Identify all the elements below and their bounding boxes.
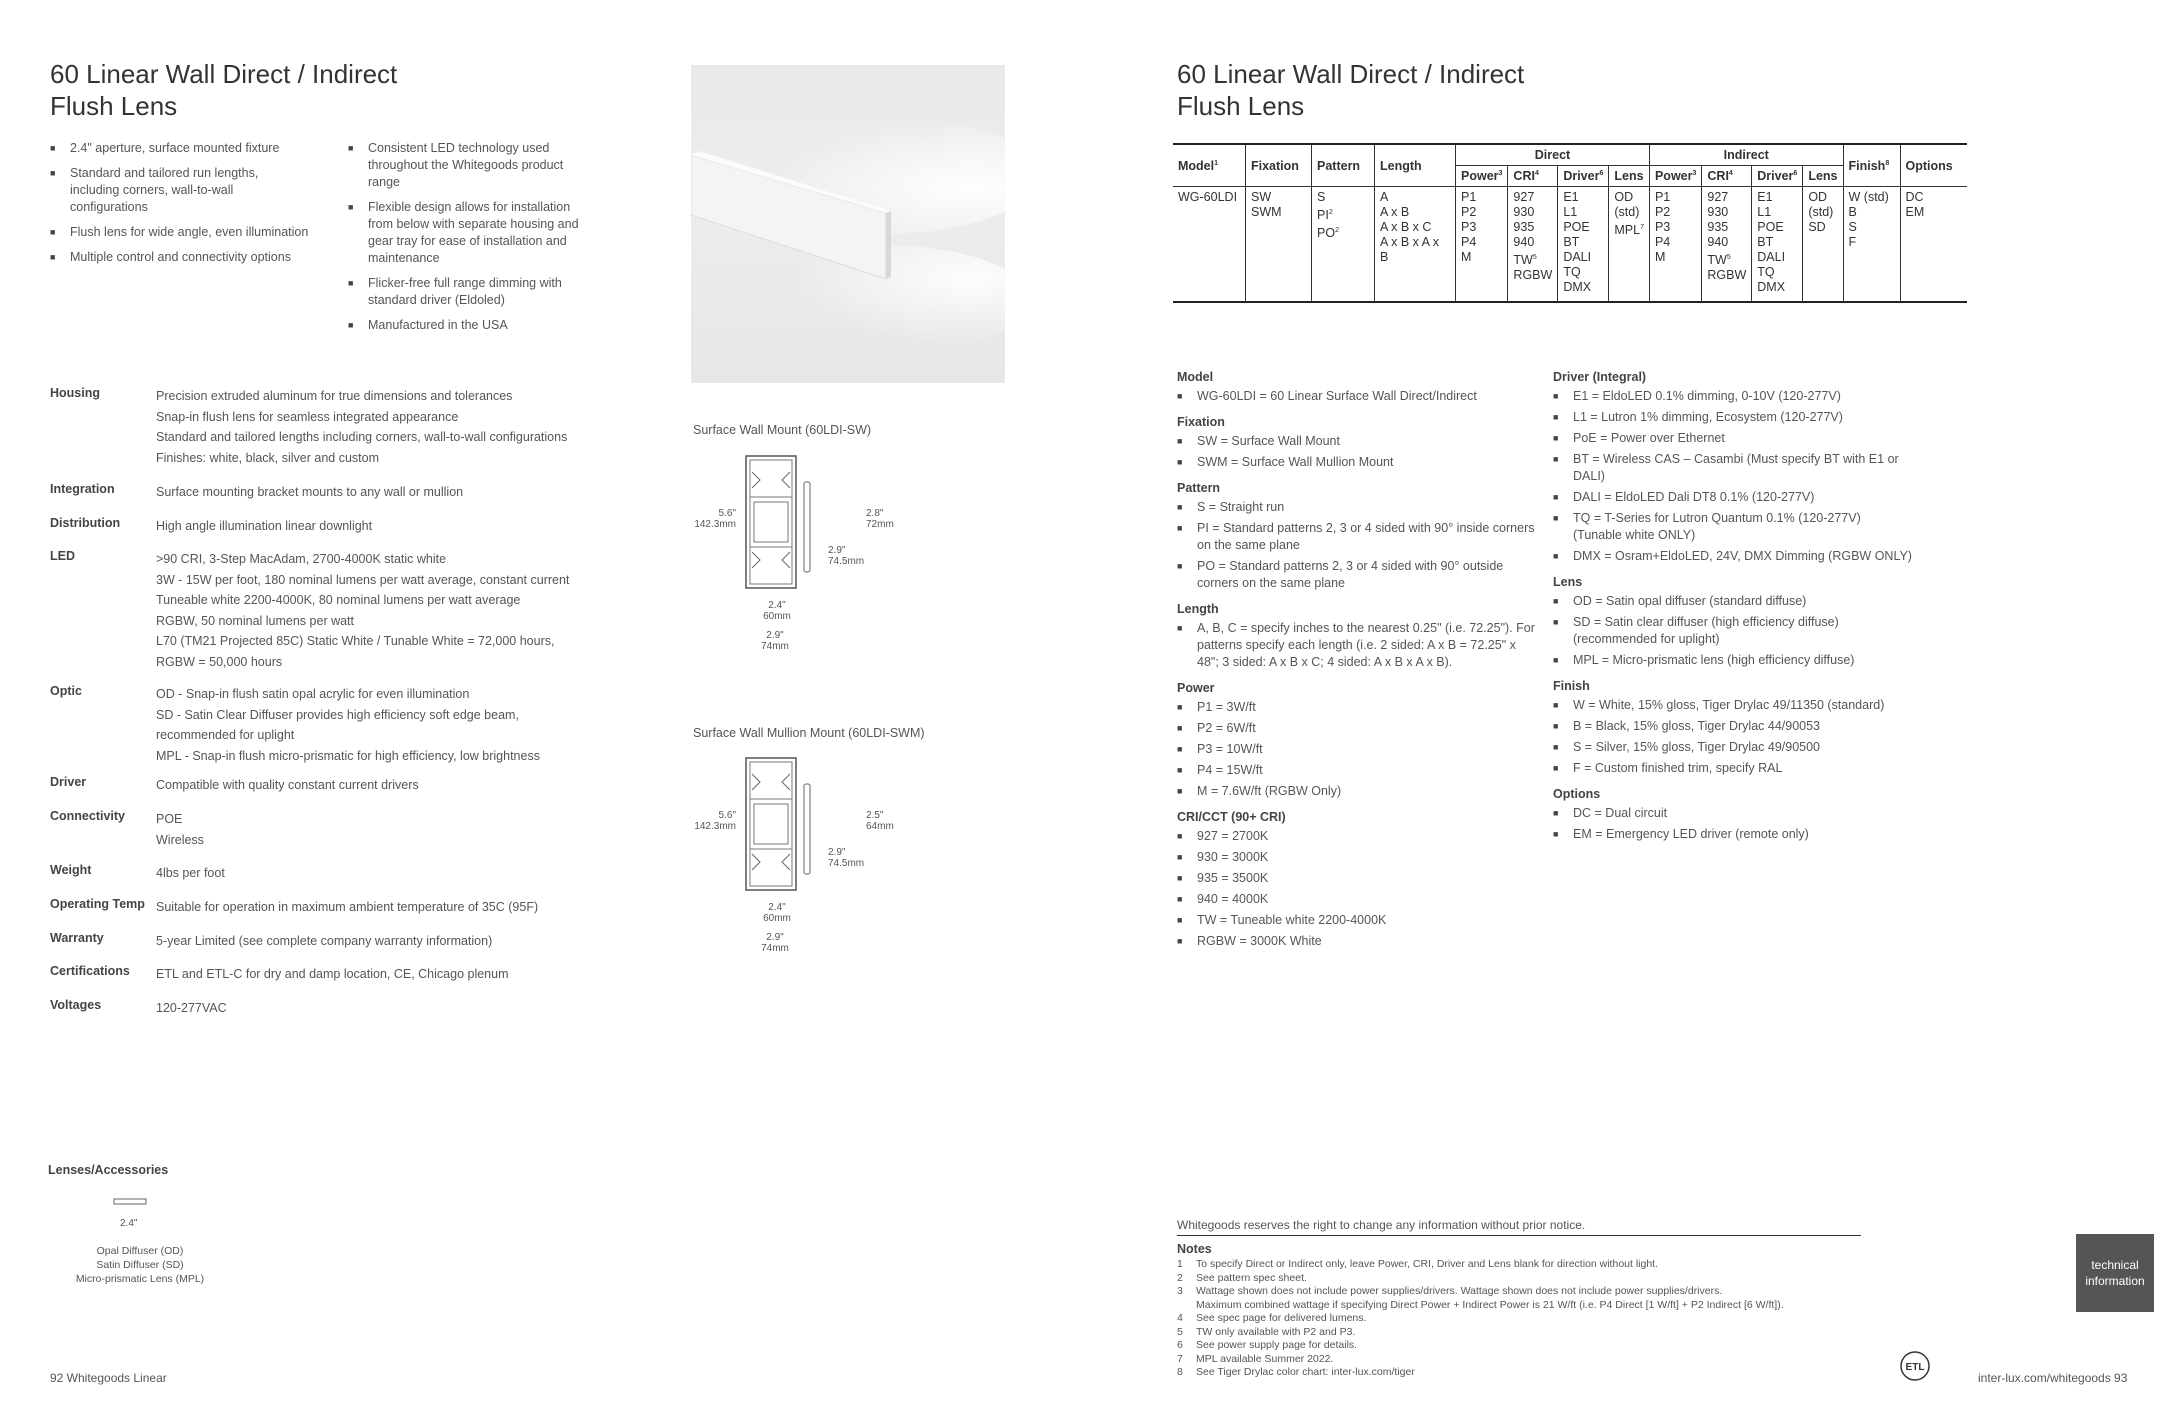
spec-label: Optic (50, 684, 82, 698)
spec-label: Voltages (50, 998, 102, 1012)
feature-item: ■ Manufactured in the USA (348, 317, 598, 334)
option-item: ■ TW = Tuneable white 2200-4000K (1177, 912, 1537, 929)
accessory-od: Opal Diffuser (OD) (96, 1245, 184, 1257)
table-cell-idriver: E1 L1 POE BT DALI TQ DMX (1752, 187, 1803, 303)
option-item: ■ EM = Emergency LED driver (remote only) (1553, 826, 1913, 843)
spec-value: Surface mounting bracket mounts to any wall or mullion (156, 485, 464, 499)
diagram-caption-sw: Surface Wall Mount (60LDI-SW) (693, 423, 872, 437)
option-item: ■ 927 = 2700K (1177, 828, 1537, 845)
diagram-caption-swm: Surface Wall Mullion Mount (60LDI-SWM) (693, 726, 925, 740)
table-cell-ipower: P1 P2 P3 P4 M (1649, 187, 1701, 303)
options-column-left (1177, 360, 1537, 954)
option-item: ■ P2 = 6W/ft (1177, 720, 1537, 737)
spec-label: Housing (50, 386, 100, 400)
dim-w1-swm: 2.4" 60mm (763, 902, 791, 924)
accessory-list (60, 1244, 220, 1286)
dim-r1-sw: 2.8" 72mm (866, 508, 894, 530)
title-line-1-right: 60 Linear Wall Direct / Indirect (1177, 59, 1525, 89)
th-idriver: Driver$^6$ (1752, 166, 1803, 187)
option-item: ■ P1 = 3W/ft (1177, 699, 1537, 716)
spec-label: Warranty (50, 931, 104, 945)
option-item: ■ SW = Surface Wall Mount (1177, 433, 1537, 450)
spec-value: Precision extruded aluminum for true dimensions and tolerances Snap-in flush lens for seamless integrated appearance Standard and tailored lengths including corners, wall-to-wall configurations Finishes: white, black, silver and custom (156, 389, 568, 465)
table-cell-model: WG-60LDI (1178, 190, 1238, 204)
svg-text:ETL: ETL (1905, 1362, 1925, 1373)
option-item: ■ DMX = Osram+EldoLED, 24V, DMX Dimming (RGBW ONLY) (1553, 548, 1913, 565)
th-ilens: Lens (1803, 166, 1843, 187)
section-title: Pattern (1177, 481, 1221, 495)
spec-label: Connectivity (50, 809, 126, 823)
spec-value: 120-277VAC (156, 1001, 227, 1015)
note-item: 4 See spec page for delivered lumens. (1177, 1312, 1367, 1324)
feature-item: ■ 2.4" aperture, surface mounted fixture (50, 140, 310, 157)
th-cri: CRI$^4$ (1508, 166, 1558, 187)
spec-value: >90 CRI, 3-Step MacAdam, 2700-4000K static white 3W - 15W per foot, 180 nominal lumens per watt average, constant current Tuneable white 2200-4000K, 80 nominal lumens per watt average RGBW, 50 nominal lumens per watt L70 (TM21 Projected 85C) Static White / Tunable White = 72,000 hours, RGBW = 50,000 hours (156, 552, 570, 669)
option-item: ■ W = White, 15% gloss, Tiger Drylac 49/11350 (standard) (1553, 697, 1913, 714)
fixture-illustration (691, 65, 1005, 383)
option-item: ■ PI = Standard patterns 2, 3 or 4 sided with 90° inside corners on the same plane (1177, 520, 1537, 554)
option-item: ■ P4 = 15W/ft (1177, 762, 1537, 779)
spec-value: POE Wireless (156, 812, 204, 847)
option-item: ■ PO = Standard patterns 2, 3 or 4 sided with 90° outside corners on the same plane (1177, 558, 1537, 592)
th-indirect: Indirect (1649, 144, 1843, 166)
table-cell-pattern: S $PI^2$ $PO^2$ (1312, 187, 1375, 303)
note-item: 3 Wattage shown does not include power supplies/drivers. Wattage shown does not include power supplies/drivers. (1177, 1285, 1723, 1297)
option-item: ■ 930 = 3000K (1177, 849, 1537, 866)
option-item: ■ S = Straight run (1177, 499, 1537, 516)
dim-height-sw: 5.6" 142.3mm (694, 508, 736, 530)
feature-item: ■ Flush lens for wide angle, even illumination (50, 224, 310, 241)
section-title: Finish (1553, 679, 1590, 693)
option-item: ■ S = Silver, 15% gloss, Tiger Drylac 49/90500 (1553, 739, 1913, 756)
th-direct: Direct (1456, 144, 1650, 166)
th-model: Model$^1$ (1173, 144, 1246, 187)
option-item: ■ MPL = Micro-prismatic lens (high efficiency diffuse) (1553, 652, 1913, 669)
note-item: 7 MPL available Summer 2022. (1177, 1352, 1334, 1365)
option-item: ■ E1 = EldoLED 0.1% dimming, 0-10V (120-277V) (1553, 388, 1913, 405)
table-cell-options: DC EM (1900, 187, 1967, 303)
dim-w2-sw: 2.9" 74mm (761, 630, 789, 652)
section-title: CRI/CCT (90+ CRI) (1177, 810, 1286, 824)
spec-label: Driver (50, 775, 87, 789)
dim-height-swm: 5.6" 142.3mm (694, 810, 736, 832)
feature-item: ■ Standard and tailored run lengths, including corners, wall-to-wall configurations (50, 165, 310, 216)
spec-label: Certifications (50, 964, 130, 978)
spec-label: Distribution (50, 516, 121, 530)
feature-item: ■ Flicker-free full range dimming with standard driver (Eldoled) (348, 275, 598, 309)
spec-label: Operating Temp (50, 897, 145, 911)
option-item: ■ PoE = Power over Ethernet (1553, 430, 1913, 447)
section-title: Options (1553, 787, 1601, 801)
accessory-mpl: Micro-prismatic Lens (MPL) (75, 1273, 205, 1285)
profile-drawing-sw (742, 452, 822, 592)
option-item: ■ A, B, C = specify inches to the nearest 0.25" (i.e. 72.25"). For patterns specify each length (i.e. 2 sided: A x B = 72.25" x 48"; 3 sided: A x B x C; 4 sided: A x B x A x B). (1177, 620, 1537, 671)
spec-label: LED (50, 549, 75, 563)
section-title: Fixation (1177, 415, 1225, 429)
note-item: 5 TW only available with P2 and P3. (1177, 1325, 1356, 1338)
section-title: Length (1177, 602, 1219, 616)
th-driver: Driver$^6$ (1558, 166, 1609, 187)
option-item: ■ B = Black, 15% gloss, Tiger Drylac 44/90053 (1553, 718, 1913, 735)
features-list-1 (50, 140, 310, 274)
th-power: Power$^3$ (1456, 166, 1508, 187)
feature-item: ■ Consistent LED technology used throughout the Whitegoods product range (348, 140, 598, 191)
note-item: Maximum combined wattage if specifying Direct Power + Indirect Power is 21 W/ft (i.e. P4 Direct [1 W/ft] + P2 Indirect [6 W/ft]). (1196, 1298, 1784, 1311)
option-item: ■ SWM = Surface Wall Mullion Mount (1177, 454, 1537, 471)
page-title-right (1177, 58, 1524, 122)
option-item: ■ BT = Wireless CAS – Casambi (Must specify BT with E1 or DALI) (1553, 451, 1913, 485)
option-item: ■ 940 = 4000K (1177, 891, 1537, 908)
accessories-title: Lenses/Accessories (48, 1163, 169, 1177)
section-title: Driver (Integral) (1553, 370, 1647, 384)
th-pattern: Pattern (1312, 144, 1375, 187)
lens-profile-icon (112, 1196, 148, 1208)
table-cell-lens: OD (std) MPL$^7$ (1609, 187, 1650, 303)
title-line-1: 60 Linear Wall Direct / Indirect (50, 59, 398, 89)
note-item: 8 See Tiger Drylac color chart: inter-lux.com/tiger (1177, 1366, 1415, 1378)
th-lens: Lens (1609, 166, 1650, 187)
features-list-2 (348, 140, 598, 342)
options-column-right (1553, 360, 1913, 847)
option-item: ■ TQ = T-Series for Lutron Quantum 0.1% (120-277V) (Tunable white ONLY) (1553, 510, 1913, 544)
notes-list (1177, 1258, 1897, 1380)
option-item: ■ DALI = EldoLED Dali DT8 0.1% (120-277V) (1553, 489, 1913, 506)
table-cell-power: P1 P2 P3 P4 M (1456, 187, 1508, 303)
profile-drawing-swm (742, 754, 822, 894)
option-item: ■ RGBW = 3000K White (1177, 933, 1537, 950)
footer-right: inter-lux.com/whitegoods 93 (1978, 1371, 2128, 1385)
th-length: Length (1375, 144, 1456, 187)
option-item: ■ M = 7.6W/ft (RGBW Only) (1177, 783, 1537, 800)
ordering-table (1173, 143, 1967, 303)
option-item: ■ 935 = 3500K (1177, 870, 1537, 887)
section-title: Lens (1553, 575, 1583, 589)
note-item: 2 See pattern spec sheet. (1177, 1271, 1307, 1284)
table-cell-cri: 927 930 935 940 $TW^5$ RGBW (1508, 187, 1558, 303)
spec-value: High angle illumination linear downlight (156, 519, 373, 533)
option-item: ■ WG-60LDI = 60 Linear Surface Wall Direct/Indirect (1177, 388, 1537, 405)
th-icri: CRI$^4$ (1702, 166, 1752, 187)
th-finish: Finish$^8$ (1843, 144, 1900, 187)
dim-w2-swm: 2.9" 74mm (761, 932, 789, 954)
section-title: Model (1177, 370, 1214, 384)
th-ipower: Power$^3$ (1649, 166, 1701, 187)
dim-r2-swm: 2.9" 74.5mm (828, 847, 865, 869)
feature-item: ■ Flexible design allows for installation from below with separate housing and gear tray for ease of installation and maintenance (348, 199, 598, 267)
table-row (1173, 187, 1967, 303)
note-item: 1 To specify Direct or Indirect only, leave Power, CRI, Driver and Lens blank for direction without light. (1177, 1258, 1659, 1270)
disclaimer: Whitegoods reserves the right to change any information without prior notice. (1177, 1218, 1861, 1236)
accessory-dim: 2.4" (120, 1218, 138, 1229)
option-item: ■ P3 = 10W/ft (1177, 741, 1537, 758)
table-cell-driver: E1 L1 POE BT DALI TQ DMX (1558, 187, 1609, 303)
spec-label: Weight (50, 863, 92, 877)
spec-value: ETL and ETL-C for dry and damp location, CE, Chicago plenum (156, 967, 509, 981)
option-item: ■ F = Custom finished trim, specify RAL (1553, 760, 1913, 777)
page-title (50, 58, 397, 122)
spec-value: Suitable for operation in maximum ambient temperature of 35C (95F) (156, 900, 539, 914)
table-cell-icri: 927 930 935 940 $TW^5$ RGBW (1702, 187, 1752, 303)
option-item: ■ DC = Dual circuit (1553, 805, 1913, 822)
spec-value: 5-year Limited (see complete company warranty information) (156, 934, 493, 948)
feature-item: ■ Multiple control and connectivity options (50, 249, 310, 266)
footer-left: 92 Whitegoods Linear (50, 1371, 167, 1385)
spec-value: 4lbs per foot (156, 866, 225, 880)
dim-r2-sw: 2.9" 74.5mm (828, 545, 865, 567)
accessory-sd: Satin Diffuser (SD) (96, 1259, 184, 1271)
table-cell-ilens: OD (std) SD (1803, 187, 1843, 303)
etl-listed-icon (1897, 1350, 1933, 1382)
section-title: Power (1177, 681, 1215, 695)
option-item: ■ SD = Satin clear diffuser (high efficiency diffuse) (recommended for uplight) (1553, 614, 1913, 648)
product-photo (691, 65, 1005, 383)
option-item: ■ OD = Satin opal diffuser (standard diffuse) (1553, 593, 1913, 610)
notes-title: Notes (1177, 1242, 1212, 1256)
table-cell-finish: W (std) B S F (1843, 187, 1900, 303)
th-fixation: Fixation (1246, 144, 1312, 187)
table-cell-length: A A x B A x B x C A x B x A x B (1375, 187, 1456, 303)
spec-value: OD - Snap-in flush satin opal acrylic for even illumination SD - Satin Clear Diffuser provides high efficiency soft edge beam, recommended for uplight MPL - Snap-in flush micro-prismatic for high efficiency, low brightness (156, 687, 540, 763)
table-cell-fixation: SW SWM (1246, 187, 1312, 303)
title-line-2: Flush Lens (50, 91, 178, 121)
spec-label: Integration (50, 482, 115, 496)
option-item: ■ L1 = Lutron 1% dimming, Ecosystem (120-277V) (1553, 409, 1913, 426)
spec-value: Compatible with quality constant current drivers (156, 778, 419, 792)
title-line-2-right: Flush Lens (1177, 91, 1305, 121)
technical-information-tab[interactable]: technical information (2076, 1234, 2154, 1312)
note-item: 6 See power supply page for details. (1177, 1339, 1358, 1351)
dim-r1-swm: 2.5" 64mm (866, 810, 894, 832)
th-options: Options (1900, 144, 1967, 187)
dim-w1-sw: 2.4" 60mm (763, 600, 791, 622)
